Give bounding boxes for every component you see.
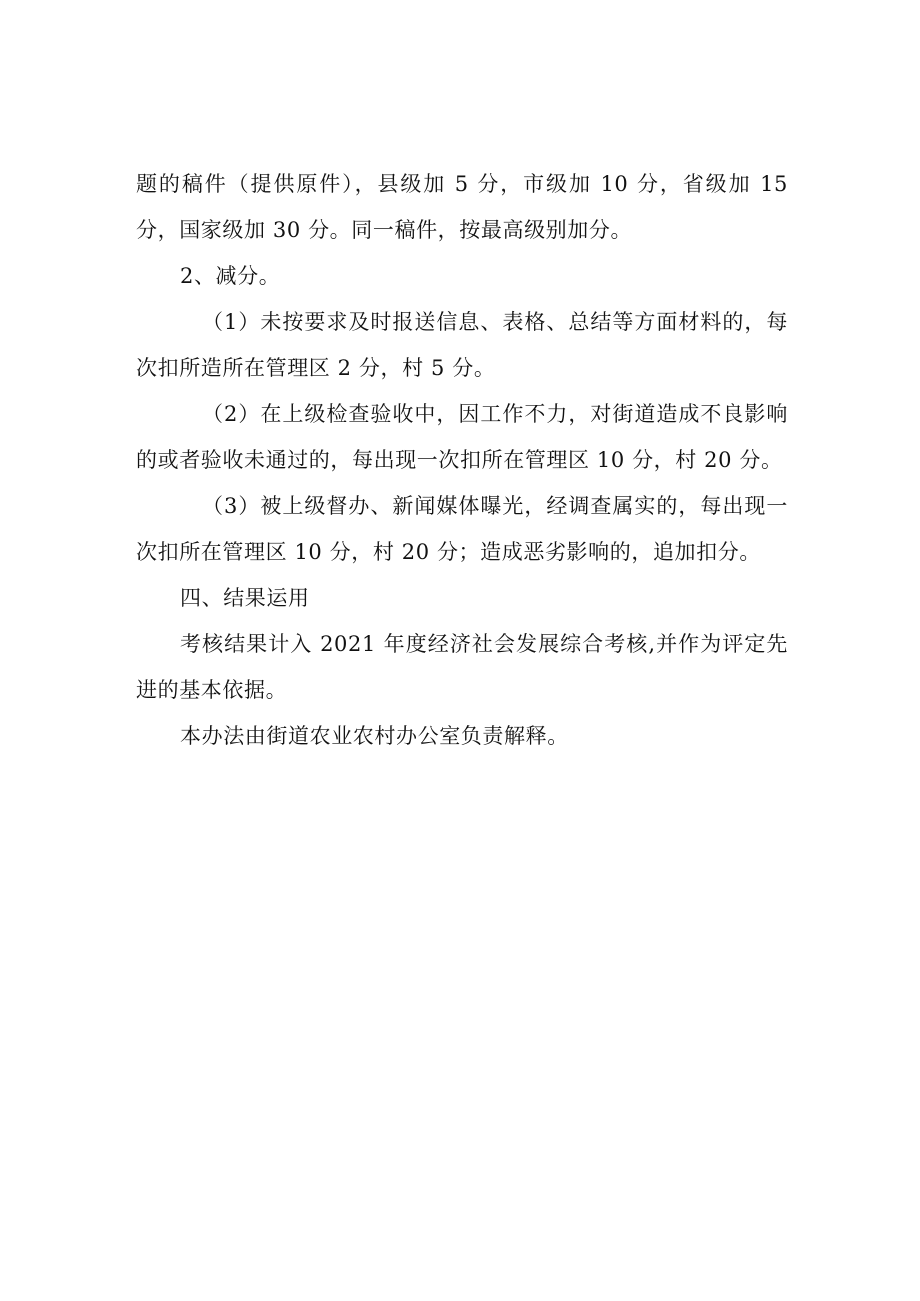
paragraph-deduction-1: （1）未按要求及时报送信息、表格、总结等方面材料的，每次扣所造所在管理区 2 分，村 5 分。 — [136, 310, 788, 380]
paragraph-interpretation: 本办法由街道农业农村办公室负责解释。 — [180, 724, 569, 748]
heading-result-usage: 四、结果运用 — [180, 586, 310, 610]
paragraph-deduction-3: （3）被上级督办、新闻媒体曝光，经调查属实的，每出现一次扣所在管理区 10 分，村 20 分；造成恶劣影响的，追加扣分。 — [136, 494, 788, 564]
paragraph-result-usage: 考核结果计入 2021 年度经济社会发展综合考核,并作为评定先进的基本依据。 — [136, 632, 788, 702]
document-body — [136, 161, 788, 759]
paragraph-deduction-2: （2）在上级检查验收中，因工作不力，对街道造成不良影响的或者验收未通过的，每出现一次扣所在管理区 10 分，村 20 分。 — [136, 402, 788, 472]
paragraph-bonus-continuation: 题的稿件（提供原件），县级加 5 分，市级加 10 分，省级加 15 分，国家级加 30 分。同一稿件，按最高级别加分。 — [136, 172, 788, 242]
heading-deduction: 2、减分。 — [180, 264, 281, 288]
